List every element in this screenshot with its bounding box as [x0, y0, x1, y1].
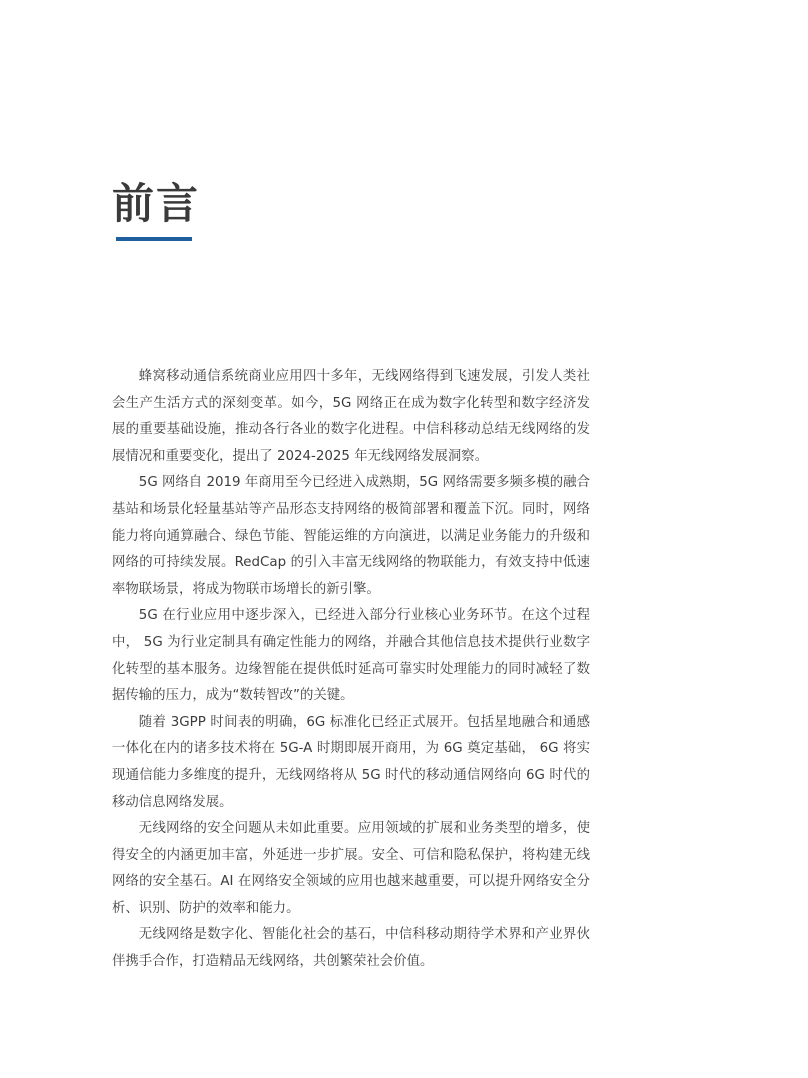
paragraph-2: 5G 网络自 2019 年商用至今已经进入成熟期，5G 网络需要多频多模的融合基站和场景化轻量基站等产品形态支持网络的极简部署和覆盖下沉。同时，网络能力将向通算融合、绿色节能、智能运维的方向演进，以满足业务能力的升级和网络的可持续发展。RedCap 的引入丰富无线网络的物联能力，有效支持中低速率物联场景，将成为物联市场增长的新引擎。 — [112, 475, 590, 597]
title-underline — [116, 237, 192, 241]
paragraph-5: 无线网络的安全问题从未如此重要。应用领域的扩展和业务类型的增多，使得安全的内涵更加丰富，外延进一步扩展。安全、可信和隐私保护，将构建无线网络的安全基石。AI 在网络安全领域的应用也越来越重要，可以提升网络安全分析、识别、防护的效率和能力。 — [112, 821, 590, 916]
paragraph-4: 随着 3GPP 时间表的明确，6G 标准化已经正式展开。包括星地融合和通感一体化在内的诸多技术将在 5G-A 时期即展开商用，为 6G 奠定基础， 6G 将实现通信能力多维度的提升，无线网络将从 5G 时代的移动通信网络向 6G 时代的移动信息网络发展。 — [112, 714, 590, 810]
paragraph-1: 蜂窝移动通信系统商业应用四十多年，无线网络得到飞速发展，引发人类社会生产生活方式的深刻变革。如今，5G 网络正在成为数字化转型和数字经济发展的重要基础设施，推动各行各业的数字化进程。中信科移动总结无线网络的发展情况和重要变化，提出了 2024-2025 年无线网络发展洞察。 — [112, 369, 590, 464]
paragraph-3: 5G 在行业应用中逐步深入，已经进入部分行业核心业务环节。在这个过程中， 5G 为行业定制具有确定性能力的网络，并融合其他信息技术提供行业数字化转型的基本服务。边缘智能在提供低时延高可靠实时处理能力的同时减轻了数据传输的压力，成为“数转智改”的关键。 — [112, 608, 590, 704]
preface-body — [112, 364, 590, 976]
paragraph-6: 无线网络是数字化、智能化社会的基石，中信科移动期待学术界和产业界伙伴携手合作，打造精品无线网络，共创繁荣社会价值。 — [112, 927, 590, 970]
page-title: 前言 — [112, 179, 201, 228]
